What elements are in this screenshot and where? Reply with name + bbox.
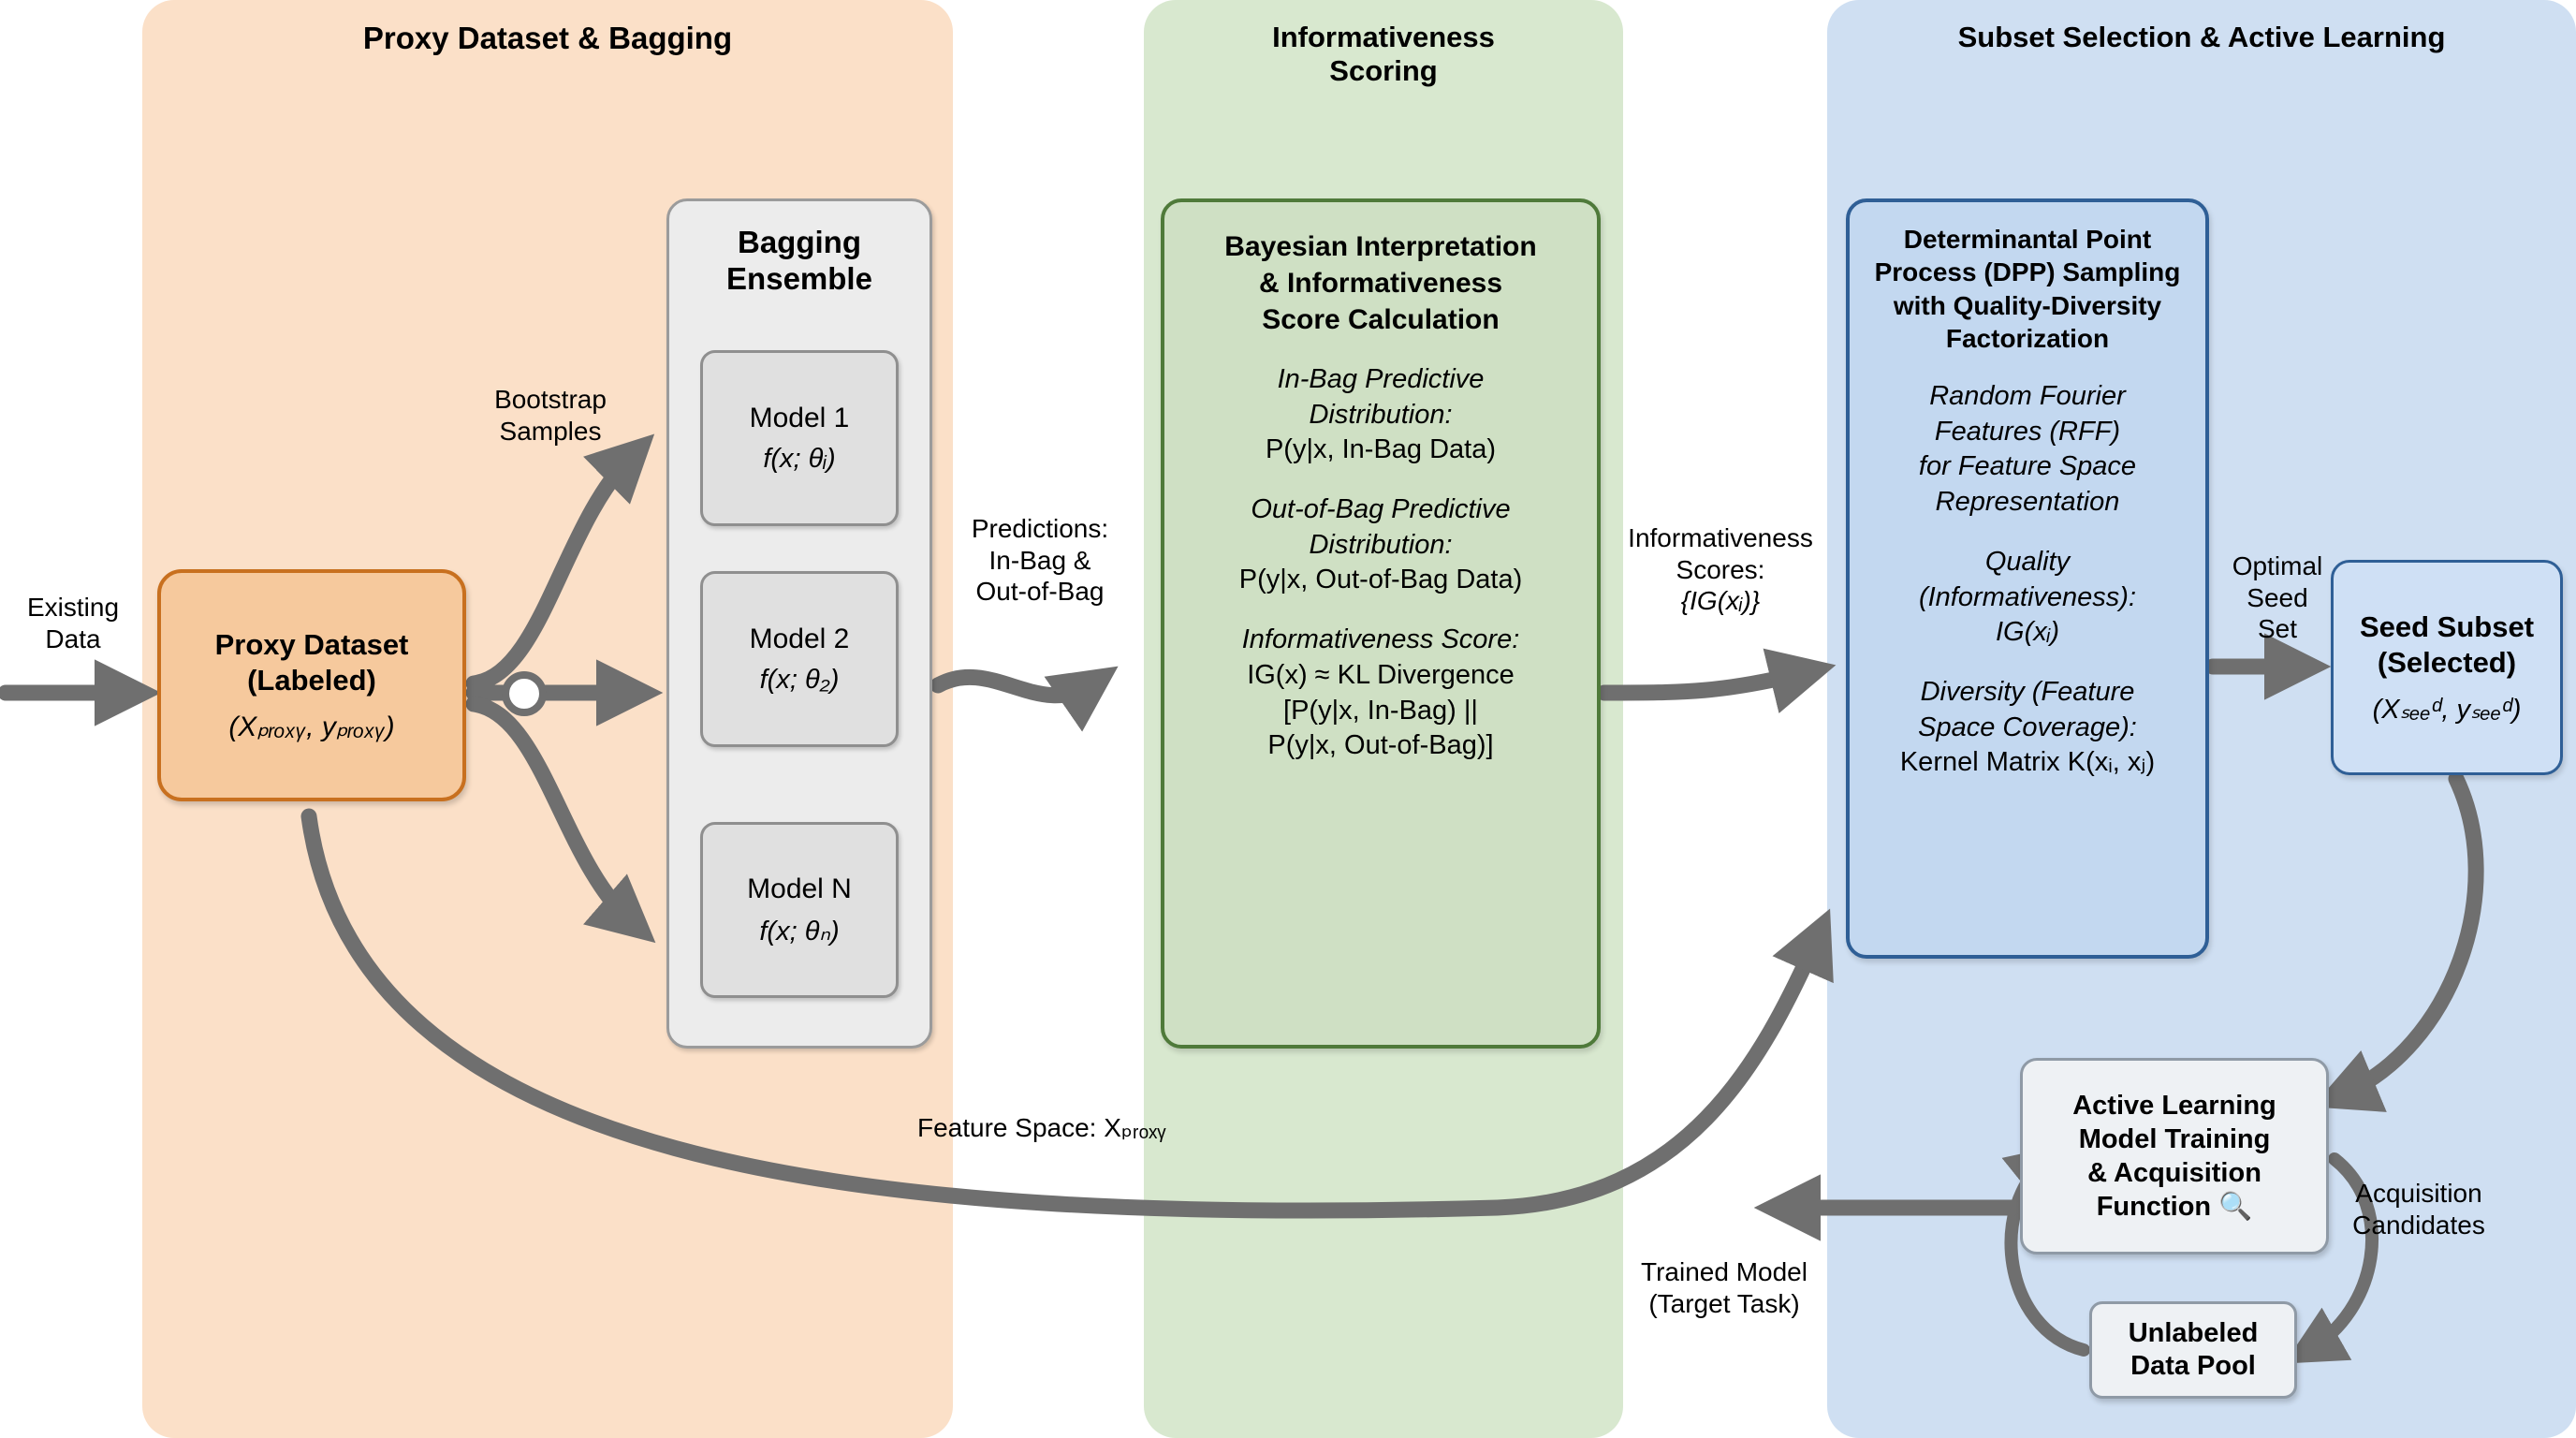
- acq-line2: Candidates: [2352, 1210, 2485, 1240]
- bagging-title-line2: Ensemble: [726, 260, 872, 296]
- quality-line3: IG(xᵢ): [1995, 617, 2060, 648]
- dpp-header: [1875, 223, 2181, 355]
- diversity-line2: Space Coverage):: [1918, 712, 2137, 742]
- arrow-bayes-to-dpp: [1604, 672, 1807, 693]
- bayes-block-info-score: [1242, 623, 1520, 764]
- dpp-sampling-box[interactable]: [1846, 198, 2209, 959]
- bagging-ensemble-title: [666, 225, 932, 298]
- seed-header-line1: Seed Subset: [2359, 610, 2535, 644]
- dpp-block-rff: [1919, 379, 2136, 521]
- rff-line2: Features (RFF): [1934, 416, 2121, 447]
- bootstrap-line1: Bootstrap: [494, 385, 607, 414]
- info-score-formula-2: [P(y|x, In-Bag) ||: [1283, 695, 1478, 726]
- quality-line1: Quality: [1984, 546, 2071, 577]
- proxy-dataset-box[interactable]: [157, 569, 466, 801]
- seed-subset-formula: (Xₛₑₑᵈ, yₛₑₑᵈ): [2372, 694, 2522, 725]
- dpp-header-line2: Process (DPP) Sampling: [1874, 257, 2181, 287]
- arrow-bagging-to-bayes: [938, 677, 1093, 695]
- predictions-line3: Out-of-Bag: [975, 577, 1105, 607]
- optimal-seed-line2: Seed: [2247, 582, 2308, 612]
- unlabeled-data-pool-box[interactable]: [2089, 1301, 2297, 1399]
- bayes-header: [1224, 228, 1536, 338]
- dpp-block-quality: [1919, 545, 2136, 651]
- dpp-header-line3: with Quality-Diversity: [1893, 290, 2162, 320]
- optimal-seed-line3: Set: [2257, 614, 2298, 644]
- trained-line1: Trained Model: [1641, 1257, 1808, 1286]
- label-bootstrap-samples: [447, 384, 653, 447]
- al-line2: Model Training: [2078, 1123, 2271, 1154]
- model-box-1[interactable]: [700, 350, 899, 526]
- label-existing-data: [7, 592, 139, 654]
- acq-line1: Acquisition: [2355, 1179, 2482, 1208]
- bayes-block-out-of-bag: [1239, 492, 1522, 598]
- bagging-title-line1: Bagging: [738, 225, 861, 259]
- existing-data-line1: Existing: [26, 593, 120, 622]
- seed-header-line2: (Selected): [2377, 645, 2517, 679]
- seed-subset-box[interactable]: [2331, 560, 2563, 775]
- panel-title-proxy: Proxy Dataset & Bagging: [362, 21, 733, 55]
- proxy-dataset-formula: (Xₚᵣₒₓᵧ, yₚᵣₒₓᵧ): [228, 711, 395, 742]
- in-bag-label-line1: In-Bag Predictive: [1277, 364, 1485, 394]
- predictions-line2: In-Bag &: [988, 545, 1091, 575]
- rff-line1: Random Fourier: [1929, 381, 2126, 412]
- panel-title-scoring-line1: Informativeness: [1272, 21, 1495, 53]
- oob-formula: P(y|x, Out-of-Bag Data): [1238, 565, 1523, 595]
- panel-title-scoring-line2: Scoring: [1329, 53, 1438, 87]
- label-informativeness-scores: [1608, 522, 1833, 617]
- bootstrap-line2: Samples: [499, 416, 602, 446]
- info-score-formula-3: P(y|x, Out-of-Bag)]: [1267, 730, 1494, 761]
- model-1-name: Model 1: [749, 402, 850, 433]
- proxy-dataset-header-line2: (Labeled): [247, 663, 376, 697]
- model-box-n[interactable]: [700, 822, 899, 998]
- label-predictions: [942, 513, 1138, 608]
- label-feature-space: Feature Space: Xₚᵣₒₓᵧ: [917, 1113, 1166, 1142]
- seed-subset-header: [2360, 609, 2534, 679]
- diversity-line3: Kernel Matrix K(xᵢ, xⱼ): [1899, 747, 2156, 778]
- dpp-header-line4: Factorization: [1945, 323, 2110, 353]
- magnifier-icon: 🔍: [2218, 1192, 2253, 1223]
- bayes-block-in-bag: [1266, 362, 1496, 468]
- al-line3: & Acquisition: [2087, 1158, 2261, 1188]
- pool-line1: Unlabeled: [2128, 1318, 2259, 1349]
- rff-line3: for Feature Space: [1918, 451, 2137, 482]
- info-score-label: Informativeness Score:: [1241, 624, 1520, 655]
- bayes-header-line2: & Informativeness: [1258, 268, 1503, 299]
- model-2-function: f(x; θ₂): [759, 664, 840, 695]
- info-scores-line3: {IG(xᵢ)}: [1680, 586, 1761, 616]
- optimal-seed-line1: Optimal: [2232, 551, 2323, 580]
- al-line4: Function: [2096, 1192, 2212, 1223]
- bayes-header-line3: Score Calculation: [1262, 304, 1500, 335]
- label-trained-model: [1603, 1256, 1846, 1319]
- existing-data-line2: Data: [45, 624, 101, 653]
- model-box-2[interactable]: [700, 571, 899, 747]
- model-1-function: f(x; θᵢ): [763, 443, 836, 474]
- active-learning-box[interactable]: [2020, 1058, 2329, 1255]
- label-optimal-seed-set: [2217, 550, 2338, 645]
- model-n-function: f(x; θₙ): [759, 916, 840, 946]
- proxy-dataset-header: [215, 627, 409, 697]
- label-acquisition-candidates: [2325, 1178, 2512, 1240]
- oob-label-line1: Out-of-Bag Predictive: [1251, 494, 1511, 525]
- bayes-header-line1: Bayesian Interpretation: [1224, 231, 1537, 262]
- bayesian-interpretation-box[interactable]: [1161, 198, 1601, 1049]
- info-score-formula-1: IG(x) ≈ KL Divergence: [1247, 659, 1515, 690]
- rff-line4: Representation: [1935, 487, 2120, 518]
- dpp-block-diversity: [1900, 675, 2155, 781]
- trained-line2: (Target Task): [1648, 1288, 1800, 1318]
- quality-line2: (Informativeness):: [1918, 581, 2137, 612]
- in-bag-formula: P(y|x, In-Bag Data): [1265, 434, 1497, 465]
- model-2-name: Model 2: [749, 623, 850, 654]
- in-bag-label-line2: Distribution:: [1309, 399, 1453, 430]
- info-scores-line1: Informativeness: [1628, 523, 1813, 552]
- panel-title-subset: Subset Selection & Active Learning: [1957, 21, 2446, 53]
- dpp-header-line1: Determinantal Point: [1903, 225, 2152, 254]
- panel-title-scoring: [1144, 21, 1623, 87]
- model-n-name: Model N: [747, 873, 852, 904]
- info-scores-line2: Scores:: [1676, 554, 1765, 584]
- pool-line2: Data Pool: [2130, 1351, 2256, 1381]
- predictions-line1: Predictions:: [971, 514, 1109, 543]
- diversity-line1: Diversity (Feature: [1920, 676, 2135, 707]
- al-line4-wrap: [2097, 1190, 2253, 1224]
- proxy-dataset-header-line1: Proxy Dataset: [214, 628, 409, 662]
- al-line1: Active Learning: [2072, 1090, 2276, 1121]
- oob-label-line2: Distribution:: [1309, 529, 1453, 560]
